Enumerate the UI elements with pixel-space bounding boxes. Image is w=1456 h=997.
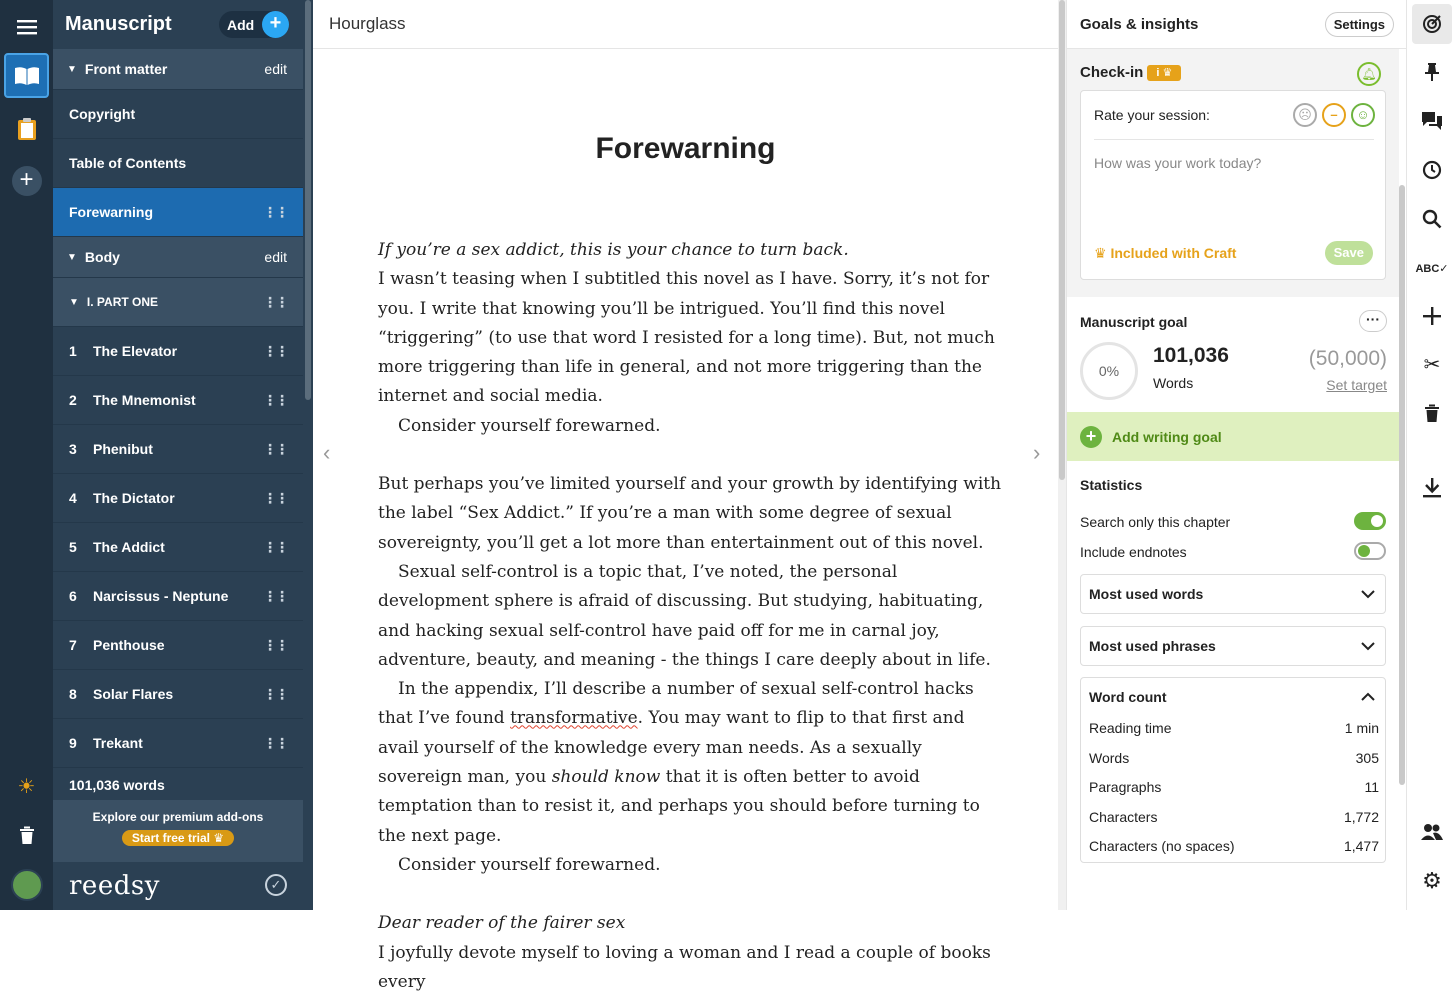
goal-words-label: Words bbox=[1153, 375, 1194, 391]
goal-target-value: (50,000) bbox=[1308, 347, 1387, 370]
paragraph[interactable]: Consider yourself forewarned. bbox=[398, 854, 661, 875]
sidebar-item-label: Body bbox=[84, 249, 120, 265]
sun-icon[interactable]: ☀ bbox=[17, 776, 36, 798]
sidebar-item-label: The Mnemonist bbox=[93, 392, 196, 408]
chapter-body[interactable] bbox=[378, 236, 1003, 997]
sidebar-item[interactable] bbox=[53, 376, 303, 425]
chapter-number: 9 bbox=[69, 735, 77, 751]
word-count-row bbox=[1089, 809, 1379, 825]
spellcheck-icon[interactable]: ABC✓ bbox=[1415, 262, 1449, 275]
save-button[interactable]: Save bbox=[1325, 241, 1373, 265]
user-avatar[interactable] bbox=[4, 862, 49, 907]
drag-handle-icon[interactable]: ⋮⋮ bbox=[263, 636, 287, 653]
paragraph[interactable]: Dear reader of the fairer sex bbox=[378, 913, 626, 934]
stat-label: Characters bbox=[1089, 808, 1158, 825]
panel-header bbox=[1067, 0, 1406, 49]
search-icon[interactable] bbox=[1412, 199, 1452, 239]
editor-header bbox=[313, 0, 1058, 49]
panel-title: Goals & insights bbox=[1080, 15, 1199, 33]
emphasis: should know bbox=[551, 767, 661, 788]
add-button[interactable] bbox=[219, 11, 289, 38]
check-in-card bbox=[1080, 90, 1386, 280]
sidebar-item-label: Trekant bbox=[93, 735, 143, 751]
sidebar-item[interactable] bbox=[53, 572, 303, 621]
stat-value: 11 bbox=[1364, 779, 1379, 795]
caret-down-icon[interactable]: ▼ bbox=[67, 63, 77, 75]
pin-icon[interactable] bbox=[1412, 52, 1452, 92]
gear-icon[interactable]: ⚙ bbox=[1422, 868, 1442, 893]
set-target-link[interactable]: Set target bbox=[1326, 377, 1387, 393]
goal-progress-ring: 0% bbox=[1080, 342, 1138, 400]
craft-label: Included with Craft bbox=[1110, 245, 1237, 261]
crown-icon: ♛ bbox=[213, 831, 225, 845]
chapter-number: 1 bbox=[69, 343, 77, 359]
divider bbox=[1094, 139, 1374, 140]
chevron-up-icon bbox=[1361, 688, 1375, 704]
stat-value: 1,477 bbox=[1343, 838, 1379, 854]
chapter-number: 2 bbox=[69, 392, 77, 408]
most-used-phrases-label: Most used phrases bbox=[1089, 638, 1216, 654]
include-endnotes-row bbox=[1080, 544, 1386, 560]
editor bbox=[313, 0, 1058, 992]
paragraph[interactable]: I joyfully devote myself to loving a woman and I read a couple of books every bbox=[378, 942, 991, 992]
sidebar-item-label: Copyright bbox=[69, 106, 136, 122]
chapter-number: 6 bbox=[69, 588, 77, 604]
stat-value: 1 min bbox=[1344, 720, 1379, 736]
sidebar-footer bbox=[53, 862, 303, 910]
scissors-icon[interactable]: ✂ bbox=[1423, 353, 1441, 376]
manuscript-sidebar bbox=[53, 0, 313, 910]
session-notes-input[interactable]: How was your work today? bbox=[1094, 155, 1262, 171]
premium-badge: i ♛ bbox=[1147, 65, 1181, 81]
drag-handle-icon[interactable]: ⋮⋮ bbox=[263, 391, 287, 408]
sidebar-item-label: The Elevator bbox=[93, 343, 178, 359]
most-used-phrases-accordion[interactable] bbox=[1080, 626, 1386, 666]
sidebar-item-label: Narcissus - Neptune bbox=[93, 588, 229, 604]
drag-handle-icon[interactable]: ⋮⋮ bbox=[263, 538, 287, 555]
paragraph[interactable]: I wasn’t teasing when I subtitled this novel as I have. Sorry, it’s not for you. I write that knowing you’ll be intrigued. You’ll find this novel “triggering” (to use that word I resisted for a long time). But, not much more triggering than life in general, and not more triggering than the internet and social media. bbox=[378, 269, 995, 407]
plus-icon: + bbox=[262, 11, 289, 38]
sidebar-item-label: I. PART ONE bbox=[86, 295, 159, 309]
word-count-accordion[interactable] bbox=[1080, 677, 1386, 863]
editor-scrollbar-thumb[interactable] bbox=[1059, 0, 1065, 480]
drag-handle-icon[interactable]: ⋮⋮ bbox=[263, 342, 287, 359]
word-count-row bbox=[1089, 720, 1379, 736]
sidebar-header bbox=[53, 0, 303, 49]
sidebar-item-label: Solar Flares bbox=[93, 686, 174, 702]
drag-handle-icon[interactable]: ⋮⋮ bbox=[263, 293, 287, 310]
promo-text: Explore our premium add-ons bbox=[92, 810, 264, 824]
book-title: Hourglass bbox=[329, 14, 406, 33]
paragraph[interactable]: Sexual self-control is a topic that, I’ve noted, the personal development sphere is afraid of discussing. But studying, habituating, and hacking sexual self-control have paid off for me in carnal joy, adventure, beauty, and meaning - the things I care deeply about in life. bbox=[378, 561, 991, 670]
sidebar-item-label: Forewarning bbox=[69, 204, 154, 220]
most-used-words-accordion[interactable] bbox=[1080, 574, 1386, 614]
stat-label: Characters (no spaces) bbox=[1089, 838, 1235, 854]
chapter-number: 5 bbox=[69, 539, 77, 555]
word-count-title: Word count bbox=[1089, 689, 1167, 705]
edit-link[interactable]: edit bbox=[264, 249, 287, 265]
drag-handle-icon[interactable]: ⋮⋮ bbox=[263, 440, 287, 457]
stat-label: Reading time bbox=[1089, 720, 1172, 736]
sidebar-item-label: Front matter bbox=[84, 61, 168, 77]
paragraph[interactable]: But perhaps you’ve limited yourself and your growth by identifying with the label “Sex Addict.” If you’re a man with some degree of sexual sovereignty, you’ll get a lot more than entertainment out of this novel. bbox=[378, 474, 1002, 553]
chapter-number: 7 bbox=[69, 637, 77, 653]
premium-promo bbox=[53, 800, 303, 862]
manuscript-book-icon[interactable] bbox=[4, 53, 49, 98]
drag-handle-icon[interactable]: ⋮⋮ bbox=[263, 489, 287, 506]
goals-insights-panel bbox=[1066, 0, 1406, 910]
search-chapter-label: Search only this chapter bbox=[1080, 514, 1231, 530]
stat-label: Paragraphs bbox=[1089, 779, 1162, 795]
sidebar-item-label: Phenibut bbox=[93, 441, 153, 457]
drag-handle-icon[interactable]: ⋮⋮ bbox=[263, 203, 287, 220]
chapter-number: 8 bbox=[69, 686, 77, 702]
misspelled-word[interactable]: transformative bbox=[510, 708, 638, 729]
sidebar-scrollbar[interactable] bbox=[305, 0, 311, 400]
download-icon[interactable] bbox=[1412, 468, 1452, 508]
clipboard-icon[interactable] bbox=[4, 106, 49, 151]
reedsy-logo: reedsy bbox=[69, 871, 160, 901]
sidebar-section-front-matter[interactable] bbox=[53, 49, 303, 90]
bell-icon[interactable]: 🔔︎ bbox=[1357, 62, 1381, 86]
word-count-row bbox=[1089, 838, 1379, 854]
included-with-craft bbox=[1094, 245, 1236, 262]
sidebar-item[interactable] bbox=[53, 327, 303, 376]
chevron-right-icon[interactable]: › bbox=[1033, 440, 1041, 465]
word-count-row bbox=[1089, 779, 1379, 795]
manuscript-word-count: 101,036 words bbox=[53, 770, 303, 800]
collaborators-icon[interactable] bbox=[1412, 812, 1452, 852]
sidebar-section-body[interactable] bbox=[53, 237, 303, 278]
plus-icon[interactable] bbox=[1412, 296, 1452, 336]
paragraph[interactable]: In the appendix, I’ll describe a number of sexual self-control hacks that I’ve found transformative. You may want to flip to that first and avail yourself of the knowledge every man needs. As a sexually sovereign man, you should know that it is often better to avoid temptation than to resist it, and perhaps you should before turning to the next page. bbox=[378, 679, 980, 846]
sidebar-item[interactable] bbox=[53, 474, 303, 523]
caret-down-icon[interactable]: ▼ bbox=[69, 296, 79, 308]
comments-icon[interactable] bbox=[1412, 101, 1452, 141]
chapter-list bbox=[53, 49, 303, 768]
settings-button[interactable]: Settings bbox=[1325, 12, 1394, 37]
most-used-words-label: Most used words bbox=[1089, 586, 1204, 602]
chapter-number: 4 bbox=[69, 490, 77, 506]
check-in-section bbox=[1067, 49, 1399, 297]
more-options-icon[interactable]: ··· bbox=[1359, 310, 1387, 332]
chevron-down-icon bbox=[1361, 638, 1375, 654]
editor-scrollbar[interactable] bbox=[1058, 0, 1066, 910]
goal-words-value: 101,036 bbox=[1153, 344, 1229, 367]
drag-handle-icon[interactable]: ⋮⋮ bbox=[263, 685, 287, 702]
sidebar-item-label: Penthouse bbox=[93, 637, 165, 653]
sidebar-item-label: The Dictator bbox=[93, 490, 175, 506]
happy-face-icon[interactable]: ☺ bbox=[1351, 103, 1375, 127]
statistics-title: Statistics bbox=[1080, 477, 1143, 493]
start-free-trial-button[interactable] bbox=[122, 830, 234, 846]
stat-value: 305 bbox=[1355, 749, 1379, 766]
caret-down-icon[interactable]: ▼ bbox=[67, 251, 77, 263]
chevron-down-icon bbox=[1361, 586, 1375, 602]
drag-handle-icon[interactable]: ⋮⋮ bbox=[263, 587, 287, 604]
rate-session-label: Rate your session: bbox=[1094, 107, 1210, 123]
crown-icon: ♛ bbox=[1094, 245, 1107, 261]
edit-link[interactable]: edit bbox=[264, 61, 287, 77]
drag-handle-icon[interactable]: ⋮⋮ bbox=[263, 734, 287, 751]
search-chapter-toggle[interactable] bbox=[1354, 512, 1386, 530]
stat-value: 1,772 bbox=[1343, 808, 1379, 825]
add-goal-label: Add writing goal bbox=[1112, 428, 1222, 445]
sidebar-item[interactable] bbox=[53, 139, 303, 188]
check-circle-icon[interactable]: ✓ bbox=[265, 874, 287, 896]
panel-scrollbar[interactable] bbox=[1399, 185, 1405, 785]
rating-faces bbox=[1293, 103, 1375, 127]
sidebar-item[interactable] bbox=[53, 523, 303, 572]
paragraph[interactable]: If you’re a sex addict, this is your chance to turn back. bbox=[378, 240, 849, 260]
goal-title: Manuscript goal bbox=[1080, 314, 1188, 330]
neutral-face-icon[interactable]: – bbox=[1322, 103, 1346, 127]
check-in-title bbox=[1080, 64, 1181, 81]
goals-target-icon[interactable] bbox=[1412, 4, 1452, 44]
plus-circle-icon: + bbox=[1080, 426, 1102, 448]
add-circle-icon[interactable]: + bbox=[4, 158, 49, 203]
left-icon-rail bbox=[0, 0, 53, 910]
search-chapter-row bbox=[1080, 514, 1386, 530]
add-button-label: Add bbox=[227, 16, 255, 33]
paragraph[interactable]: Consider yourself forewarned. bbox=[398, 415, 661, 436]
include-endnotes-toggle[interactable] bbox=[1354, 542, 1386, 560]
include-endnotes-label: Include endnotes bbox=[1080, 544, 1187, 560]
sidebar-item-label: The Addict bbox=[93, 539, 165, 555]
sidebar-item-label: Table of Contents bbox=[69, 155, 187, 171]
trial-label: Start free trial bbox=[131, 831, 210, 845]
empty-line[interactable] bbox=[378, 880, 1003, 909]
chapter-title[interactable]: Forewarning bbox=[595, 132, 776, 165]
empty-line[interactable] bbox=[378, 441, 1003, 470]
sidebar-item[interactable] bbox=[53, 188, 303, 237]
sidebar-item[interactable] bbox=[53, 90, 303, 139]
sidebar-title: Manuscript bbox=[65, 13, 172, 35]
sidebar-item[interactable] bbox=[53, 425, 303, 474]
stat-label: Words bbox=[1089, 749, 1130, 766]
history-clock-icon[interactable] bbox=[1412, 150, 1452, 190]
sidebar-item[interactable] bbox=[53, 621, 303, 670]
menu-icon[interactable] bbox=[4, 4, 49, 49]
word-count-row bbox=[1089, 750, 1379, 766]
add-writing-goal-button[interactable] bbox=[1067, 412, 1399, 461]
check-in-label: Check-in bbox=[1080, 64, 1144, 81]
trash-icon[interactable] bbox=[4, 812, 49, 857]
chapter-number: 3 bbox=[69, 441, 77, 457]
sidebar-item[interactable] bbox=[53, 278, 303, 327]
right-tool-rail bbox=[1406, 0, 1456, 910]
sidebar-item[interactable] bbox=[53, 719, 303, 768]
manuscript-goal-section bbox=[1067, 297, 1399, 412]
sad-face-icon[interactable]: ☹ bbox=[1293, 103, 1317, 127]
chevron-left-icon[interactable]: ‹ bbox=[323, 440, 331, 465]
trash-icon[interactable] bbox=[1412, 393, 1452, 433]
sidebar-item[interactable] bbox=[53, 670, 303, 719]
